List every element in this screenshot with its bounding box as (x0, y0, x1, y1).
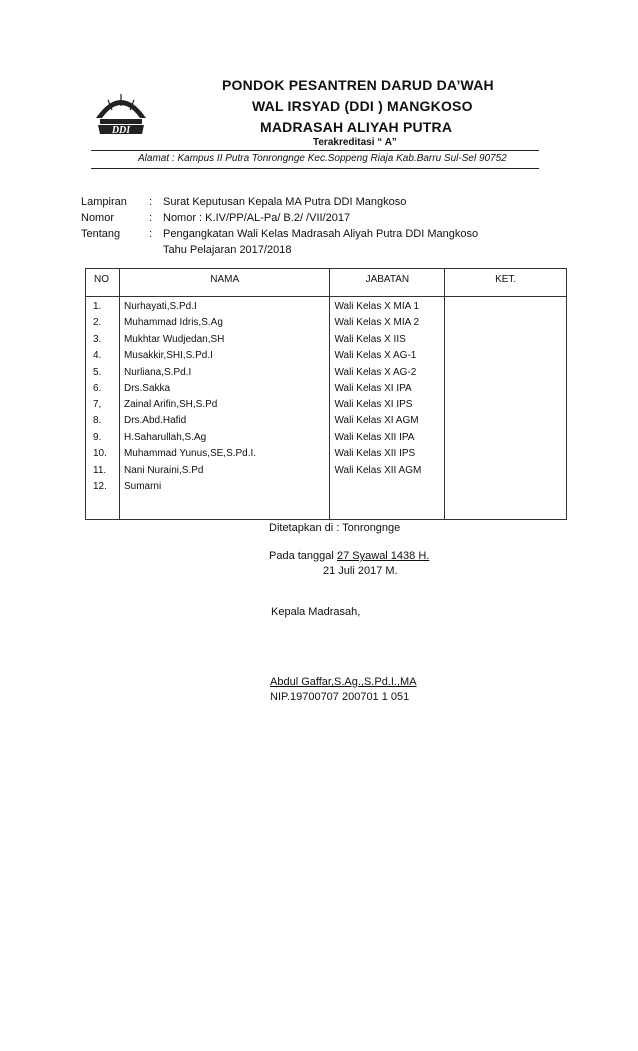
pada-tanggal-label: Pada tanggal : (269, 550, 340, 562)
row-jabatan: Wali Kelas X AG-2 (334, 367, 417, 378)
header-nama: NAMA (119, 269, 329, 297)
lampiran-colon: : (149, 196, 153, 208)
header-jabatan: JABATAN (330, 269, 445, 297)
nomor-value: Nomor : K.IV/PP/AL-Pa/ B.2/ /VII/2017 (163, 212, 351, 224)
header-ket: KET. (445, 269, 567, 297)
table-header-row (86, 269, 567, 297)
masehi-date: 21 Juli 2017 M. (323, 565, 398, 577)
header-line-2: WAL IRSYAD (DDI ) MANGKOSO (252, 98, 473, 114)
row-no: 3. (93, 334, 102, 345)
row-jabatan: Wali Kelas X IIS (334, 334, 406, 345)
header-rule-top (91, 150, 539, 151)
row-nama: Mukhtar Wudjedan,SH (123, 334, 225, 345)
row-no: 12. (93, 481, 107, 492)
lampiran-value: Surat Keputusan Kepala MA Putra DDI Mangkoso (163, 196, 407, 208)
row-nama: Nurhayati,S.Pd.I (123, 301, 197, 312)
tentang-value: Pengangkatan Wali Kelas Madrasah Aliyah Putra DDI Mangkoso (163, 228, 479, 240)
row-nama: Sumarni (123, 481, 162, 492)
row-jabatan: Wali Kelas XII IPA (334, 432, 415, 443)
row-no: 7, (93, 399, 102, 410)
signatory-name: Abdul Gaffar,S.Ag.,S.Pd.I.,MA (270, 676, 417, 688)
logo-text: DDI (111, 125, 131, 136)
row-no: 10. (93, 448, 107, 459)
row-no: 9. (93, 432, 102, 443)
row-no: 8. (93, 415, 102, 426)
row-jabatan: Wali Kelas X MIA 1 (334, 301, 420, 312)
row-nama: Muhammad Yunus,SE,S.Pd.I. (123, 448, 257, 459)
column-nama (120, 297, 329, 519)
row-no: 4. (93, 350, 102, 361)
header-rule-bottom (91, 168, 539, 169)
row-nama: Nurliana,S.Pd.I (123, 367, 192, 378)
row-jabatan: Wali Kelas XI AGM (334, 415, 419, 426)
row-jabatan: Wali Kelas XI IPA (334, 383, 412, 394)
row-no: 2. (93, 317, 102, 328)
row-no: 1. (93, 301, 102, 312)
row-no: 6. (93, 383, 102, 394)
accreditation: Terakreditasi “ A” (313, 137, 397, 148)
row-jabatan: Wali Kelas X MIA 2 (334, 317, 420, 328)
row-nama: Nani Nuraini,S.Pd (123, 465, 204, 476)
address: Alamat : Kampus II Putra Tonrongnge Kec.Soppeng Riaja Kab.Barru Sul-Sel 90752 (138, 153, 507, 164)
row-nama: Zainal Arifin,SH,S.Pd (123, 399, 218, 410)
header-line-1: PONDOK PESANTREN DARUD DA’WAH (222, 77, 494, 93)
nomor-label: Nomor (81, 212, 115, 224)
position-title: Kepala Madrasah, (271, 606, 361, 618)
ddi-logo (90, 88, 152, 138)
column-jabatan (330, 297, 444, 519)
nomor-colon: : (149, 212, 153, 224)
wali-kelas-table (85, 268, 567, 520)
row-jabatan: Wali Kelas X AG-1 (334, 350, 417, 361)
tentang-label: Tentang (81, 228, 121, 240)
row-nama: Drs.Sakka (123, 383, 171, 394)
row-jabatan: Wali Kelas XI IPS (334, 399, 413, 410)
tentang-colon: : (149, 228, 153, 240)
lampiran-label: Lampiran (81, 196, 127, 208)
header-no: NO (86, 269, 120, 297)
table-body-row (86, 297, 567, 520)
tentang-value-2: Tahu Pelajaran 2017/2018 (163, 244, 292, 256)
row-nama: Musakkir,SHI,S.Pd.I (123, 350, 213, 361)
column-no (86, 297, 119, 519)
row-nama: Drs.Abd.Hafid (123, 415, 187, 426)
hijri-date: 27 Syawal 1438 H. (337, 550, 430, 562)
row-no: 11. (93, 465, 107, 476)
row-jabatan: Wali Kelas XII AGM (334, 465, 422, 476)
header-line-3: MADRASAH ALIYAH PUTRA (260, 119, 453, 135)
row-no: 5. (93, 367, 102, 378)
ditetapkan: Ditetapkan di : Tonrongnge (269, 522, 401, 534)
row-nama: Muhammad Idris,S.Ag (123, 317, 223, 328)
row-nama: H.Saharullah,S.Ag (123, 432, 207, 443)
row-jabatan: Wali Kelas XII IPS (334, 448, 416, 459)
column-ket (445, 297, 566, 519)
signatory-nip: NIP.19700707 200701 1 051 (270, 691, 410, 703)
